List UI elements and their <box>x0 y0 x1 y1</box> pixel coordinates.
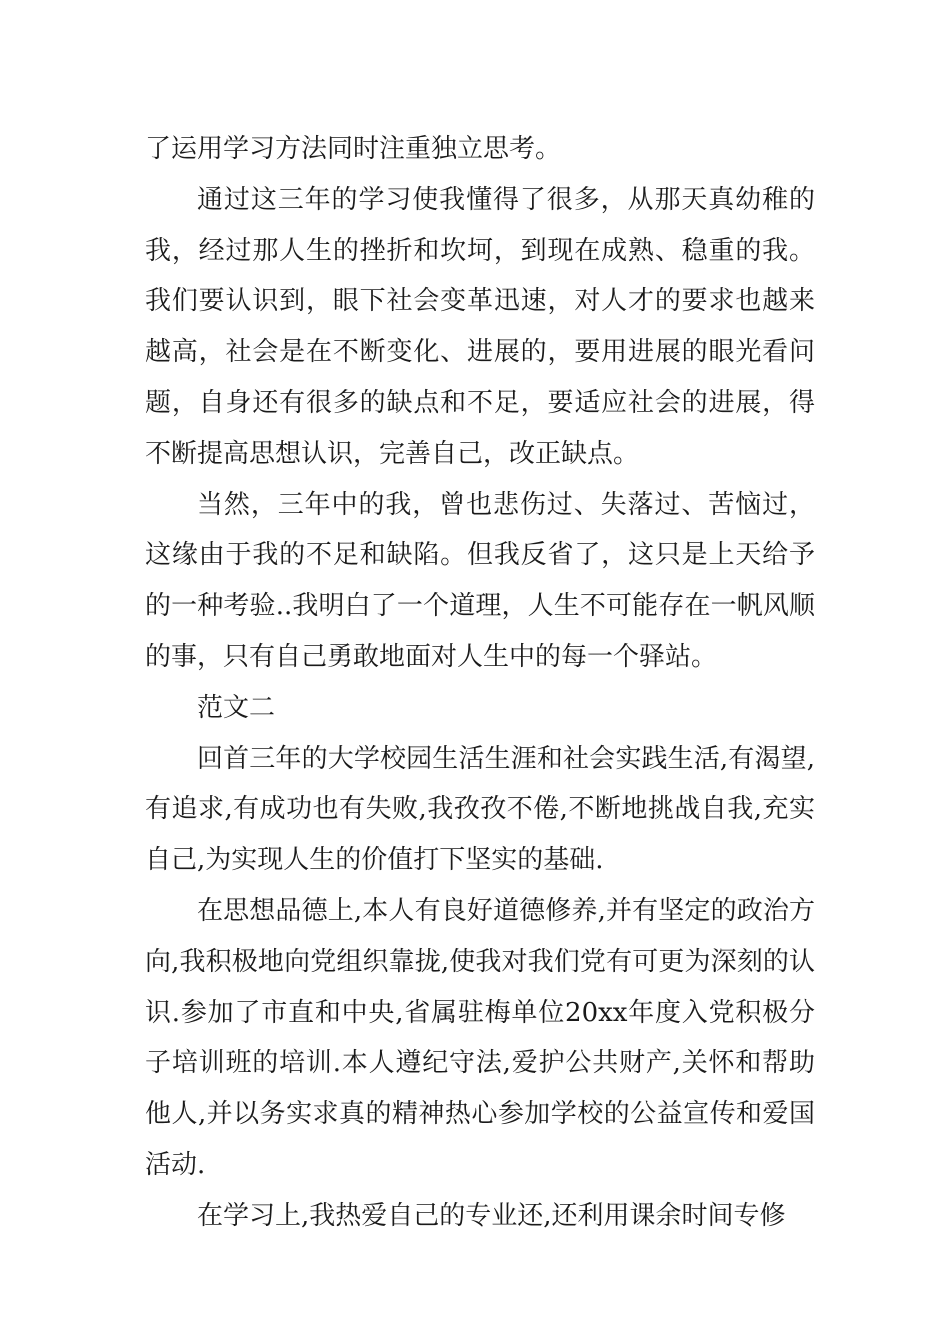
paragraph-continuation: 了运用学习方法同时注重独立思考。 <box>145 134 562 164</box>
paragraph-learning-growth: 通过这三年的学习使我懂得了很多，从那天真幼稚的我，经过那人生的挫折和坎坷，到现在成熟、稳重的我。我们要认识到，眼下社会变革迅速，对人才的要求也越来越高，社会是在不断变化、进展的，要用进展的眼光看问题，自身还有很多的缺点和不足，要适应社会的进展，得不断提高思想认识，完善自己，改正缺点。 <box>145 184 815 469</box>
paragraph-reflection: 当然，三年中的我，曾也悲伤过、失落过、苦恼过，这缘由于我的不足和缺陷。但我反省了，这只是上天给予的一种考验..我明白了一个道理，人生不可能存在一帆风顺的事，只有自己勇敢地面对人生中的每一个驿站。 <box>145 489 815 672</box>
paragraph-ideology: 在思想品德上,本人有良好道德修养,并有坚定的政治方向,我积极地向党组织靠拢,使我对我们党有可更为深刻的认识.参加了市直和中央,省属驻梅单位20xx年度入党积极分子培训班的培训.本人遵纪守法,爱护公共财产,关怀和帮助他人,并以务实求真的精神热心参加学校的公益宣传和爱国活动. <box>145 895 815 1180</box>
section-heading-sample-two: 范文二 <box>197 692 276 723</box>
document-body <box>145 124 815 1242</box>
paragraph-study: 在学习上,我热爱自己的专业还,还利用课余时间专修 <box>197 1200 786 1231</box>
paragraph-review: 回首三年的大学校园生活生涯和社会实践生活,有渴望,有追求,有成功也有失败,我孜孜不倦,不断地挑战自我,充实自己,为实现人生的价值打下坚实的基础. <box>145 743 815 876</box>
